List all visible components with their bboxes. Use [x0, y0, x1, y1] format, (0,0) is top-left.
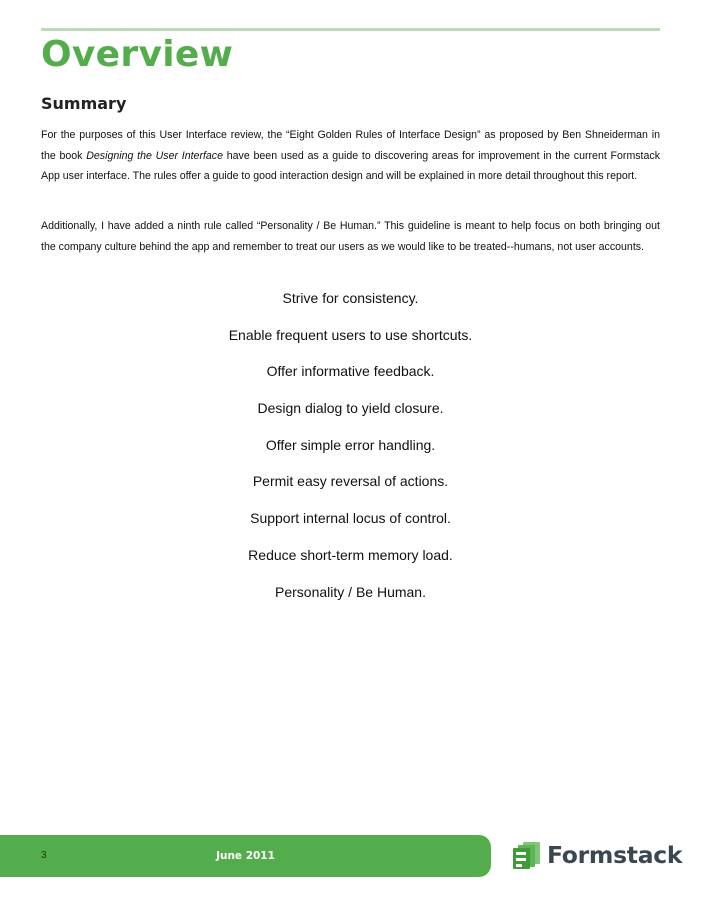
paragraph-1-text-start: For the purposes of this User Interface review, the “Eight Golden Rules of Interface Design” as proposed by Ben Shneiderman in the book — [41, 129, 660, 162]
rule-item-7: Support internal locus of control. — [250, 510, 451, 527]
rule-item-2: Enable frequent users to use shortcuts. — [228, 326, 473, 343]
summary-paragraph-2: Additionally, I have added a ninth rule called “Personality / Be Human.” This guideline is meant to help focus on both bringing out the company culture behind the app and remember to treat our users as we would like to be treated--humans, not user accounts. — [41, 220, 660, 253]
page-title: Overview — [41, 34, 234, 75]
formstack-logo-icon — [512, 840, 542, 870]
paragraph-1-text-end: have been used as a guide to discovering areas for improvement in the current Formstack App user interface. The rules offer a guide to good interaction design and will be explained in more detail throughout this report. — [41, 149, 660, 182]
section-heading-summary: Summary — [41, 94, 127, 113]
summary-paragraph-1 — [41, 125, 660, 187]
rule-item-4: Design dialog to yield closure. — [257, 400, 444, 417]
book-title: Designing the User Interface — [86, 149, 223, 162]
footer-date: June 2011 — [216, 850, 275, 862]
rule-item-1: Strive for consistency. — [282, 290, 419, 306]
logo-wordmark: Formstack — [547, 841, 683, 869]
rule-item-5: Offer simple error handling. — [265, 436, 436, 453]
rule-item-6: Permit easy reversal of actions. — [252, 473, 449, 490]
page-number: 3 — [41, 850, 47, 861]
top-divider-rule — [41, 28, 660, 31]
rule-item-8: Reduce short-term memory load. — [248, 546, 453, 563]
footer-bar — [0, 835, 491, 877]
rule-item-9: Personality / Be Human. — [275, 583, 426, 600]
formstack-logo — [512, 838, 682, 872]
golden-rules-list — [41, 287, 660, 617]
rule-item-3: Offer informative feedback. — [266, 363, 435, 380]
